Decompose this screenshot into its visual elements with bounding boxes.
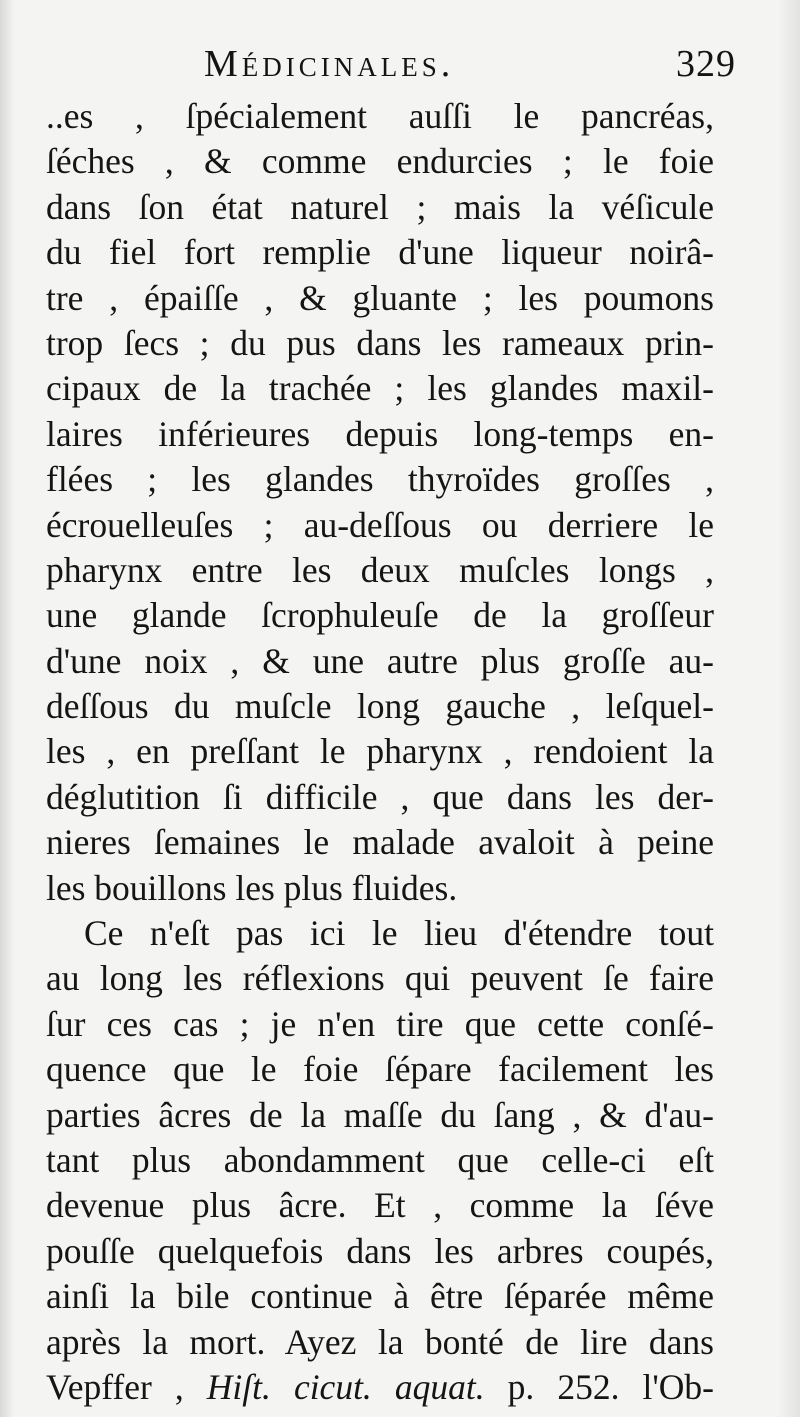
text-line: trop ſecs ; du pus dans les rameaux prin- (46, 322, 714, 363)
text-line: ainſi la bile continue à être ſéparée même (46, 1276, 714, 1317)
text-line: tre , épaiſſe , & gluante ; les poumons (46, 277, 714, 318)
text-line: les bouillons les plus fluides. (46, 867, 458, 908)
text-line: après la mort. Ayez la bonté de lire dans (46, 1321, 714, 1362)
text-line: ſéches , & comme endurcies ; le foie (46, 141, 714, 182)
text-line: du fiel fort remplie d'une liqueur noirâ- (46, 232, 714, 273)
text-line: parties âcres de la maſſe du ſang , & d'au- (46, 1094, 714, 1135)
text-line: pouſſe quelquefois dans les arbres coupés, (46, 1230, 714, 1271)
paragraph-2 (46, 911, 714, 1410)
text-line: laires inférieures depuis long-temps en- (46, 413, 714, 454)
text-line: deſſous du muſcle long gauche , leſquel- (46, 686, 714, 727)
text-line: nieres ſemaines le malade avaloit à peine (46, 822, 714, 863)
citation-author: Vepffer , (46, 1366, 207, 1407)
text-line: dans ſon état naturel ; mais la véſicule (46, 186, 714, 227)
text-line: ſur ces cas ; je n'en tire que cette conſé- (46, 1003, 714, 1044)
text-line: écrouelleuſes ; au-deſſous ou derriere le (46, 504, 714, 545)
text-line: au long les réflexions qui peuvent ſe faire (46, 958, 714, 999)
text-line: ..es , ſpécialement auſſi le pancréas, (46, 96, 714, 136)
paragraph-1 (46, 94, 714, 911)
citation-page: p. 252. l'Ob- (484, 1366, 714, 1407)
page-edge-shadow-left (0, 0, 14, 1417)
citation-title: Hiſt. cicut. aquat. (206, 1366, 485, 1407)
body-text (46, 94, 714, 1410)
text-line: quence que le foie ſépare facilement les (46, 1049, 714, 1090)
text-line-citation (46, 1365, 714, 1410)
running-title: Médicinales. (204, 43, 455, 85)
page-edge-shadow-right (778, 0, 800, 1417)
text-line: cipaux de la trachée ; les glandes maxil- (46, 368, 714, 409)
text-line: pharynx entre les deux muſcles longs , (46, 549, 714, 590)
text-line: Ce n'eſt pas ici le lieu d'étendre tout (84, 913, 714, 954)
text-line: d'une noix , & une autre plus groſſe au- (46, 640, 714, 681)
text-line: tant plus abondamment que celle-ci eſt (46, 1139, 714, 1180)
text-line: flées ; les glandes thyroïdes groſſes , (46, 459, 714, 500)
text-line: une glande ſcrophuleuſe de la groſſeur (46, 595, 714, 636)
page-number: 329 (676, 43, 736, 85)
text-line: devenue plus âcre. Et , comme la ſéve (46, 1185, 714, 1226)
text-line: déglutition ſi difficile , que dans les der- (46, 776, 714, 817)
text-line: les , en preſſant le pharynx , rendoient la (46, 731, 714, 772)
page-header (46, 42, 736, 94)
